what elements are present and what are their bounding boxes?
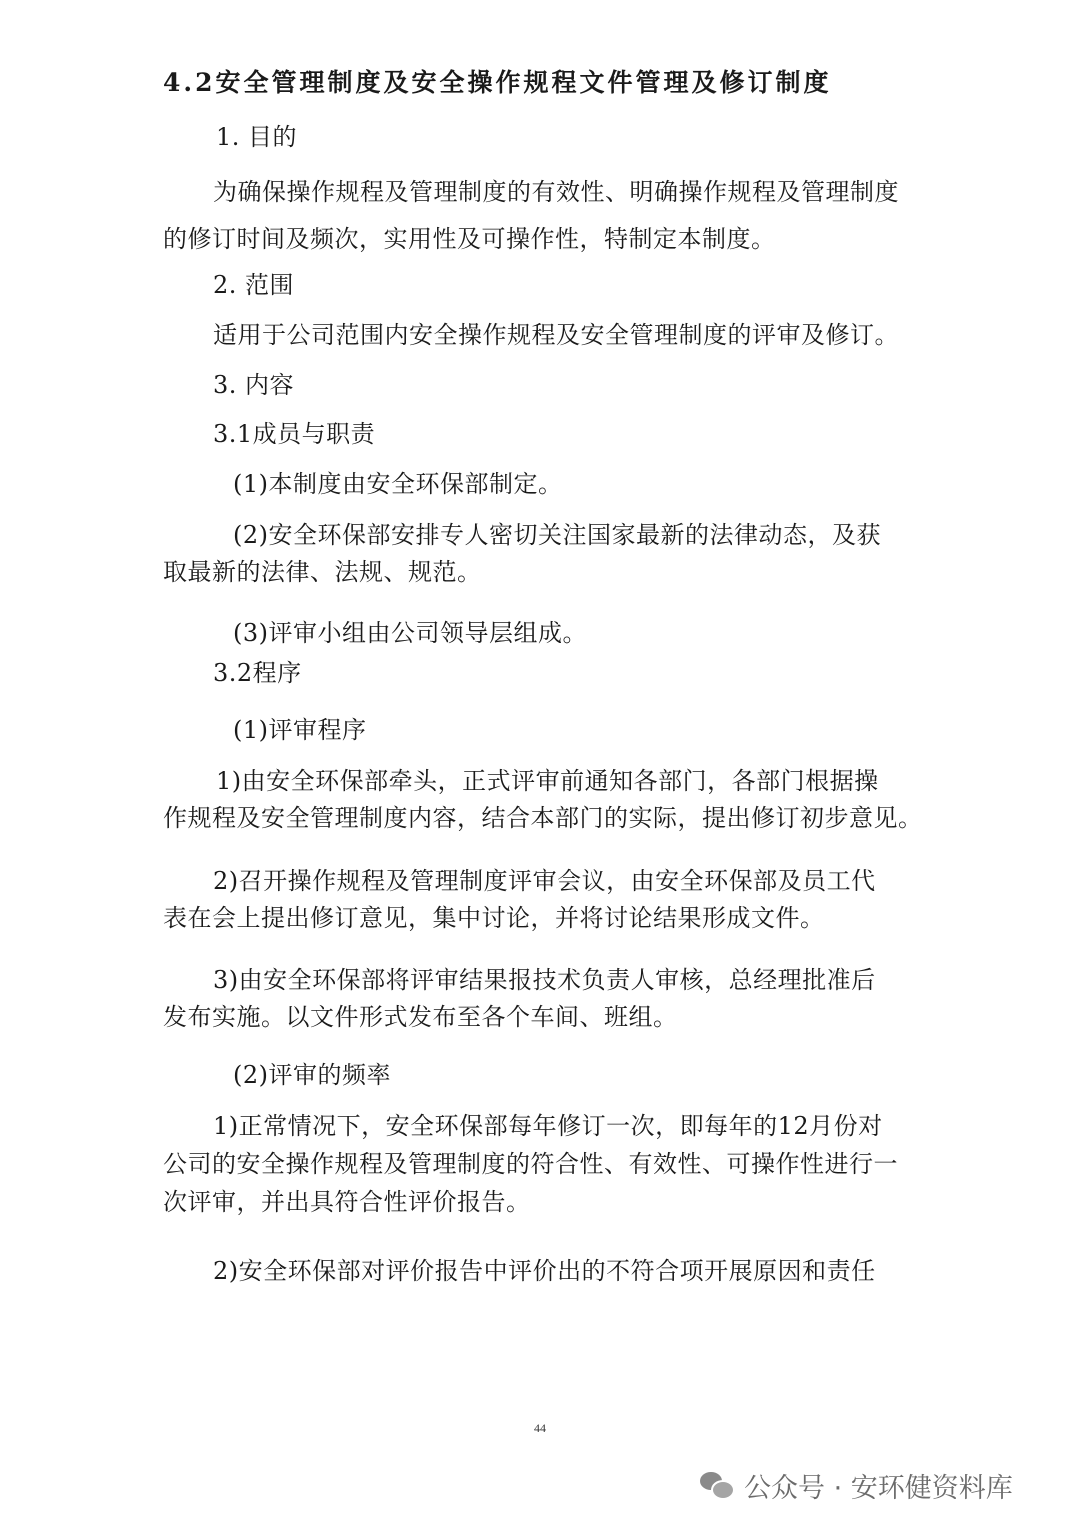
paragraph-line: 适用于公司范围内安全操作规程及安全管理制度的评审及修订。	[213, 321, 899, 349]
list-item: 2)安全环保部对评价报告中评价出的不符合项开展原因和责任	[213, 1257, 876, 1285]
paragraph-line: 作规程及安全管理制度内容，结合本部门的实际，提出修订初步意见。	[163, 804, 923, 832]
subsection-title-procedure: 3.2程序	[213, 659, 302, 687]
paragraph-line: 的修订时间及频次，实用性及可操作性，特制定本制度。	[163, 225, 776, 253]
list-item: (3)评审小组由公司领导层组成。	[233, 619, 587, 647]
list-item: (1)评审程序	[233, 716, 367, 744]
list-item: 3)由安全环保部将评审结果报技术负责人审核，总经理批准后	[213, 966, 876, 994]
paragraph-line: 表在会上提出修订意见，集中讨论，并将讨论结果形成文件。	[163, 904, 825, 932]
paragraph-line: 为确保操作规程及管理制度的有效性、明确操作规程及管理制度	[213, 178, 899, 206]
subsection-title-purpose: 1. 目的	[216, 123, 298, 151]
subsection-title-content: 3. 内容	[213, 371, 295, 399]
paragraph-line: 发布实施。以文件形式发布至各个车间、班组。	[163, 1003, 678, 1031]
paragraph-line: 公司的安全操作规程及管理制度的符合性、有效性、可操作性进行一	[163, 1150, 898, 1178]
list-item: 1)正常情况下，安全环保部每年修订一次，即每年的12月份对	[213, 1112, 883, 1140]
page-number: 44	[534, 1421, 546, 1435]
list-item: 1)由安全环保部牵头，正式评审前通知各部门，各部门根据操	[216, 767, 879, 795]
list-item: (2)安全环保部安排专人密切关注国家最新的法律动态，及获	[233, 521, 881, 549]
subsection-title-scope: 2. 范围	[213, 271, 295, 299]
subsection-title-members: 3.1成员与职责	[213, 420, 376, 448]
paragraph-line: 次评审，并出具符合性评价报告。	[163, 1188, 531, 1216]
list-item: 2)召开操作规程及管理制度评审会议，由安全环保部及员工代	[213, 867, 876, 895]
section-heading: 4.2安全管理制度及安全操作规程文件管理及修订制度	[163, 68, 832, 97]
paragraph-line: 取最新的法律、法规、规范。	[163, 558, 482, 586]
list-item: (1)本制度由安全环保部制定。	[233, 470, 563, 498]
wechat-icon	[700, 1470, 734, 1500]
watermark-text: 公众号 · 安环健资料库	[744, 1472, 1013, 1504]
list-item: (2)评审的频率	[233, 1061, 391, 1089]
watermark	[700, 1465, 1013, 1505]
